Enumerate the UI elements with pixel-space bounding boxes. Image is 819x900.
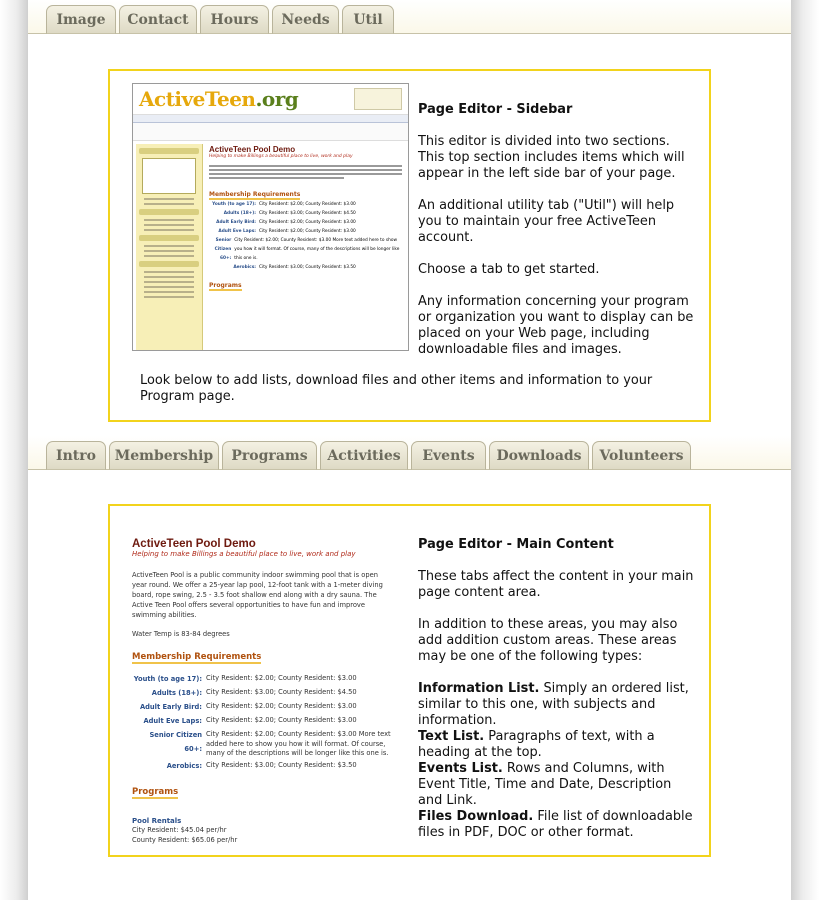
preview-membership-heading: Membership Requirements [132, 652, 262, 662]
preview-program-name: Pool Rentals [132, 816, 182, 825]
tab-image[interactable]: Image [46, 5, 116, 34]
tab-membership[interactable]: Membership [109, 441, 219, 470]
main-content-help-text [418, 537, 698, 841]
page-body [28, 0, 791, 900]
program-logo-image [142, 158, 196, 194]
list-item: Text List. Paragraphs of text, with a heading at the top. [418, 729, 655, 760]
preview-county-rate: County Resident: $65.06 per/hr [132, 835, 238, 844]
sidebar-help-text [418, 102, 698, 374]
main-content-preview [132, 538, 392, 844]
page-shadow-left [0, 0, 28, 900]
preview-header [133, 84, 408, 115]
list-item: Aerobics: City Resident: $3.00; County Resident: $3.50 [166, 760, 357, 770]
tab-events[interactable]: Events [411, 441, 486, 470]
preview-sidebar [136, 144, 203, 351]
preview-mini-description [209, 165, 402, 179]
tab-volunteers[interactable]: Volunteers [592, 441, 691, 470]
preview-programs-heading: Programs [132, 786, 179, 797]
preview-mini-membership-heading: Membership Requirements [209, 191, 301, 198]
tab-hours[interactable]: Hours [200, 5, 269, 34]
preview-nav-bar [133, 115, 408, 123]
preview-mini-title: ActiveTeen Pool Demo [209, 145, 296, 154]
preview-title: ActiveTeen Pool Demo [132, 538, 256, 550]
main-panel-paragraph: These tabs affect the content in your main page content area. [418, 569, 694, 600]
donate-badge [354, 88, 402, 110]
list-item: Senior Citizen 60+: City Resident: $2.00; County Resident: $3.00 More text added here to show you how it will format. Of course, many of the descriptions will be longer like this one is. [149, 730, 391, 757]
sidebar-help-panel [108, 69, 711, 422]
main-content-help-panel [108, 504, 711, 857]
list-item: Information List. Simply an ordered list, similar to this one, with subjects and information. [418, 681, 689, 728]
sidebar-panel-note: Look below to add lists, download files and other items and information to your Program page. [140, 373, 653, 404]
sidebar-tab-bar [28, 0, 791, 34]
list-item: Events List. Rows and Columns, with Event Title, Time and Date, Description and Link. [418, 761, 672, 808]
sidebar-panel-paragraph: An additional utility tab ("Util") will help you to maintain your free ActiveTeen account. [418, 198, 675, 245]
preview-city-rate: City Resident: $45.04 per/hr [132, 825, 227, 834]
preview-water-temp: Water Temp is 83-84 degrees [132, 630, 230, 638]
tab-downloads[interactable]: Downloads [489, 441, 589, 470]
main-panel-heading: Page Editor - Main Content [418, 537, 614, 552]
preview-breadcrumb [133, 123, 408, 141]
preview-mini-subtitle: Helping to make Billings a beautiful place to live, work and play [209, 154, 353, 159]
tab-needs[interactable]: Needs [272, 5, 339, 34]
preview-membership-list [132, 672, 392, 773]
sidebar-panel-paragraph: This editor is divided into two sections. This top section includes items which will appear in the left side bar of your page. [418, 134, 685, 181]
tab-util[interactable]: Util [342, 5, 394, 34]
tab-contact[interactable]: Contact [119, 5, 197, 34]
preview-mini-programs-heading: Programs [209, 282, 242, 289]
list-item: Files Download. File list of downloadable files in PDF, DOC or other format. [418, 809, 693, 840]
sidebar-preview-screenshot [132, 83, 409, 351]
list-item: Adult Eve Laps: City Resident: $2.00; County Resident: $3.00 [143, 716, 357, 725]
area-types-list [418, 681, 698, 841]
page-shadow-right [791, 0, 819, 900]
activeteen-logo: ActiveTeen.org [139, 87, 299, 111]
sidebar-panel-paragraph: Any information concerning your program or organization you want to display can be placed on your Web page, including downloadable files and images. [418, 294, 694, 357]
main-panel-paragraph: In addition to these areas, you may also add addition custom areas. These areas may be one of the following types: [418, 617, 678, 664]
list-item: Adults (18+): City Resident: $3.00; County Resident: $4.50 [151, 688, 357, 697]
list-item: Youth (to age 17): City Resident: $2.00; County Resident: $3.00 [133, 674, 357, 683]
preview-description: ActiveTeen Pool is a public community indoor swimming pool that is open year round. We offer a 25-year lap pool, 12-foot tank with a 1-meter diving board, rope swing, 2.5 - 3.5 foot shallow end along with a dry sauna. The Active Teen Pool offers several opportunities to have fun and improve swimming abilities. [132, 571, 383, 619]
preview-subtitle: Helping to make Billings a beautiful place to live, work and play [132, 550, 356, 558]
tab-programs[interactable]: Programs [222, 441, 317, 470]
list-item: Adult Early Bird: City Resident: $2.00; County Resident: $3.00 [139, 702, 357, 711]
tab-intro[interactable]: Intro [46, 441, 106, 470]
sidebar-panel-heading: Page Editor - Sidebar [418, 102, 573, 117]
tab-activities[interactable]: Activities [320, 441, 408, 470]
main-content-tab-bar [28, 436, 791, 470]
preview-main-content: ActiveTeen Pool Demo Helping to make Billings a beautiful place to live, work and play Membership Requirements Youth (to age 17): City Resident: $2.00; County Resident: $3.00 Adults (18+): City Resident: $3.00; County Resident: $4.50 Adult Early Bird: City Resident: $2.00; County Resident: $3.00 Adult Eve Laps: City Resident: $2.00; County Resident: $3.00 Senior Citizen 60+: City Resident: $2.00; County Resident: $3.00 More text added here to show you how it will format. Of course, many of the descriptions will be longer like this one is. Aerobics: City Resident: $3.00; County Resident: $3.50 Programs [203, 141, 408, 351]
sidebar-panel-paragraph: Choose a tab to get started. [418, 262, 600, 277]
